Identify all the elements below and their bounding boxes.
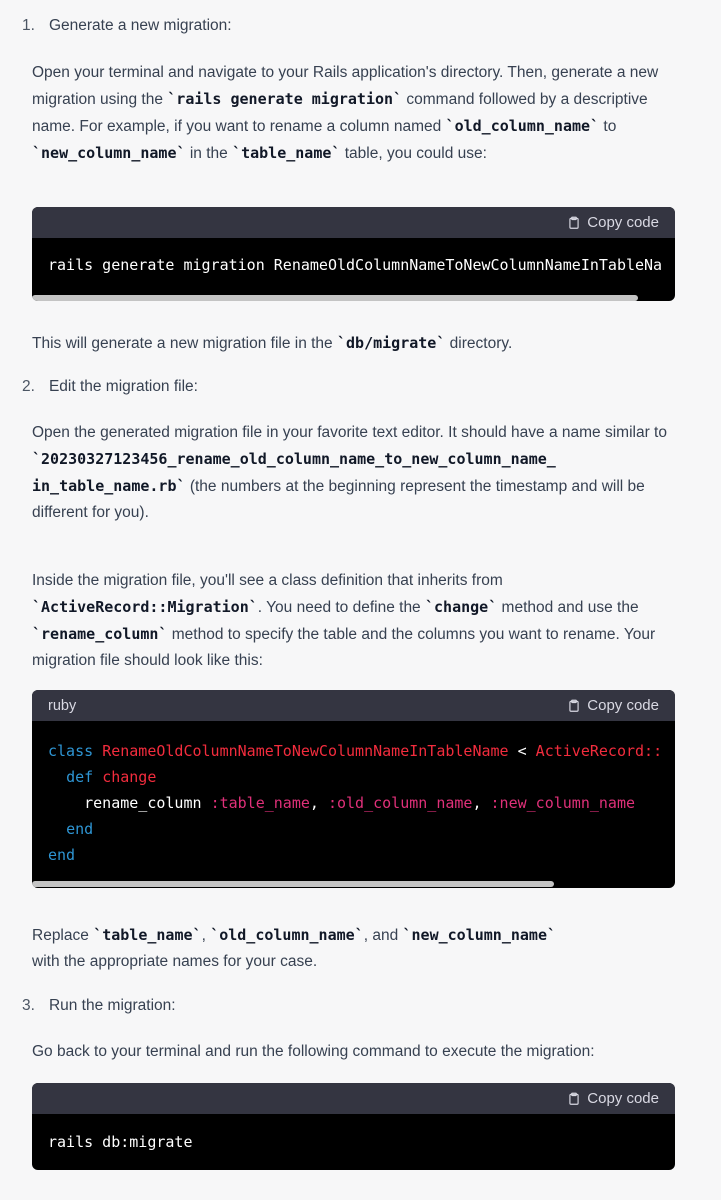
step-number: 2. xyxy=(22,378,35,395)
text: command followed by a descriptive name. For example, if you want to rename a column named xyxy=(32,91,648,135)
copy-code-button[interactable] xyxy=(567,1090,659,1107)
step-1-heading xyxy=(22,17,232,35)
copy-code-label: Copy code xyxy=(587,1090,659,1107)
copy-code-button[interactable] xyxy=(567,214,659,231)
horizontal-scrollbar[interactable] xyxy=(32,881,554,887)
horizontal-scrollbar[interactable] xyxy=(32,295,638,301)
text: directory. xyxy=(445,335,513,352)
code-block-header xyxy=(32,207,675,238)
code-content: rails db:migrate xyxy=(48,1133,193,1151)
code-content: class RenameOldColumnNameToNewColumnNameInTableName < ActiveRecord:: def change rename_column :table_name, :old_column_name, :new_column_name end end xyxy=(48,742,663,864)
step-title: Generate a new migration: xyxy=(48,17,232,34)
inline-code: `db/migrate` xyxy=(336,334,446,352)
text: method to specify the table and the columns you want to rename. Your migration file should look like this: xyxy=(32,626,656,669)
step-3-heading xyxy=(22,997,176,1015)
text: Replace xyxy=(32,927,94,944)
step-3-paragraph xyxy=(32,1039,682,1065)
text: method and use the xyxy=(497,599,639,616)
code-operator: < xyxy=(508,742,536,760)
code-block-header xyxy=(32,1083,675,1114)
inline-code: `ActiveRecord::Migration` xyxy=(32,598,258,616)
code-symbol: :new_column_name xyxy=(490,794,636,812)
inline-code: `old_column_name` xyxy=(210,926,364,944)
inline-code: `new_column_name` xyxy=(402,926,557,944)
code-class-name: RenameOldColumnNameToNewColumnNameInTableName xyxy=(102,742,509,760)
step-1-paragraph xyxy=(32,60,682,167)
text: to xyxy=(599,118,617,135)
copy-code-button[interactable] xyxy=(567,697,659,714)
inline-code: `old_column_name` xyxy=(445,117,600,135)
code-block-header xyxy=(32,690,675,721)
text: (the numbers at the beginning represent the timestamp and will be different for you). xyxy=(32,478,645,521)
text: table, you could use: xyxy=(340,145,487,162)
code-language-label: ruby xyxy=(48,697,77,714)
code-method-call: rename_column xyxy=(84,794,202,812)
clipboard-icon xyxy=(567,1092,581,1106)
code-keyword: end xyxy=(66,820,94,838)
copy-code-label: Copy code xyxy=(587,697,659,714)
inline-code: in_table_name.rb` xyxy=(32,477,186,495)
text: , and xyxy=(363,927,403,944)
step-number: 3. xyxy=(22,997,35,1014)
step-2-heading xyxy=(22,378,198,396)
code-block-ruby xyxy=(32,690,675,888)
step-1-followup xyxy=(32,330,682,357)
step-2-paragraph-1 xyxy=(32,420,682,526)
text: Inside the migration file, you'll see a class definition that inherits from xyxy=(32,572,503,589)
inline-code: `table_name` xyxy=(93,926,202,944)
text: Open your terminal and navigate to your Rails application's directory. Then, generate a new migration using the xyxy=(32,64,659,108)
code-block-db-migrate xyxy=(32,1083,675,1170)
text: with the appropriate names for your case. xyxy=(32,953,318,970)
step-title: Edit the migration file: xyxy=(48,378,198,395)
inline-code: `new_column_name` xyxy=(32,144,186,162)
inline-code: `rails generate migration` xyxy=(167,90,403,108)
code-symbol: :table_name xyxy=(210,794,310,812)
copy-code-label: Copy code xyxy=(587,214,659,231)
code-block-rails-generate xyxy=(32,207,675,301)
step-2-paragraph-3 xyxy=(32,922,682,975)
step-2-paragraph-2 xyxy=(32,568,682,674)
inline-code: `20230327123456_rename_old_column_name_to_new_column_name_ xyxy=(32,450,556,468)
inline-code: `table_name` xyxy=(232,144,341,162)
text: , xyxy=(201,927,211,944)
clipboard-icon xyxy=(567,699,581,713)
code-keyword: class xyxy=(48,742,94,760)
step-number: 1. xyxy=(22,17,35,34)
text: Go back to your terminal and run the following command to execute the migration: xyxy=(32,1043,595,1060)
code-parent-class: ActiveRecord:: xyxy=(535,742,663,760)
code-method-name: change xyxy=(102,768,157,786)
text: This will generate a new migration file in the xyxy=(32,335,337,352)
inline-code: `change` xyxy=(425,598,498,616)
text: . You need to define the xyxy=(257,599,425,616)
step-title: Run the migration: xyxy=(48,997,176,1014)
text: Open the generated migration file in your favorite text editor. It should have a name similar to xyxy=(32,424,667,441)
code-keyword: def xyxy=(66,768,94,786)
clipboard-icon xyxy=(567,216,581,230)
inline-code: `rename_column` xyxy=(32,625,168,643)
text: in the xyxy=(185,145,233,162)
code-keyword: end xyxy=(48,846,76,864)
code-symbol: :old_column_name xyxy=(327,794,473,812)
code-content: rails generate migration RenameOldColumnNameToNewColumnNameInTableNa xyxy=(48,256,663,274)
